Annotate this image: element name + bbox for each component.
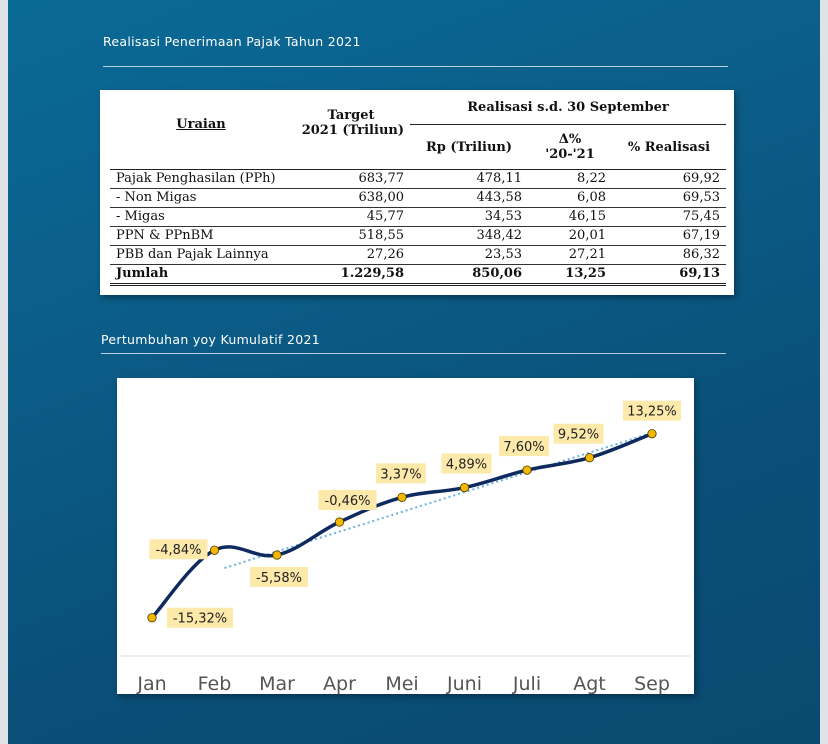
row-rp: 348,42 [410,227,528,246]
table-row [110,227,726,246]
header-delta-line2: '20-'21 [545,147,595,162]
data-point [210,546,218,554]
header-target [292,90,410,170]
data-point [148,614,156,622]
series-line [152,434,652,618]
data-label [554,424,604,444]
data-label-text: 4,89% [445,457,488,473]
data-label [150,539,208,559]
header-uraian [110,90,292,170]
row-target: 27,26 [292,246,410,265]
table-section-rule [103,66,728,67]
data-label-text: -4,84% [155,543,202,559]
row-target: 518,55 [292,227,410,246]
data-label [499,436,549,456]
row-rp: 478,11 [410,170,528,189]
row-rp: 443,58 [410,189,528,208]
row-delta: 8,22 [528,170,612,189]
table-row [110,189,726,208]
table-section-title: Realisasi Penerimaan Pajak Tahun 2021 [103,34,361,49]
data-point [460,483,468,491]
table-total-row [110,265,726,285]
data-label [250,567,308,587]
chart-section-title: Pertumbuhan yoy Kumulatif 2021 [101,332,320,347]
row-target: 45,77 [292,208,410,227]
tax-realization-table [110,90,726,286]
header-delta-line1: Δ% [558,132,582,147]
row-target: 638,00 [292,189,410,208]
data-point [398,493,406,501]
data-label-text: 9,52% [557,427,600,443]
x-tick-label: Feb [197,673,232,694]
data-point [585,454,593,462]
table-row [110,170,726,189]
row-label: Jumlah [110,265,292,285]
header-uraian-text: Uraian [176,117,226,132]
row-label: - Migas [110,208,292,227]
row-pct: 69,92 [612,170,726,189]
left-margin [0,0,8,744]
row-pct: 86,32 [612,246,726,265]
right-margin [820,0,828,744]
row-pct: 75,45 [612,208,726,227]
row-label: PBB dan Pajak Lainnya [110,246,292,265]
header-target-line1: Target [327,107,375,123]
data-label-text: -0,46% [324,494,371,510]
row-rp: 23,53 [410,246,528,265]
x-tick-label: Juli [512,673,542,694]
header-rp: Rp (Triliun) [425,139,513,155]
table-row [110,246,726,265]
data-point [648,430,656,438]
data-label [623,401,681,421]
growth-chart-card [117,378,694,694]
row-target: 683,77 [292,170,410,189]
data-label [442,454,492,474]
row-delta: 6,08 [528,189,612,208]
tax-table-card [100,90,734,295]
table-row [110,208,726,227]
x-tick-label: Sep [634,673,670,694]
x-tick-label: Juni [447,673,482,694]
header-delta [528,125,612,170]
x-tick-label: Mei [385,673,419,694]
data-label-text: -5,58% [256,571,302,587]
row-label: Pajak Penghasilan (PPh) [110,170,292,189]
row-rp: 850,06 [410,265,528,285]
data-label [167,608,233,628]
x-tick-label: Jan [137,673,167,694]
data-label-text: 13,25% [627,404,677,420]
x-tick-label: Mar [259,673,295,694]
header-target-line2: 2021 (Triliun) [301,122,404,138]
header-realisasi: Realisasi s.d. 30 September [410,90,726,125]
header-pct: % Realisasi [627,139,711,155]
data-point [523,466,531,474]
data-label-text: -15,32% [172,611,228,627]
row-label: - Non Migas [110,189,292,208]
data-label-text: 3,37% [380,467,422,483]
data-label [376,463,426,483]
row-delta: 27,21 [528,246,612,265]
row-delta: 13,25 [528,265,612,285]
data-point [335,518,343,526]
row-pct: 69,53 [612,189,726,208]
data-label [319,490,377,510]
row-rp: 34,53 [410,208,528,227]
chart-section-rule [101,353,726,354]
row-pct: 69,13 [612,265,726,285]
row-delta: 46,15 [528,208,612,227]
trend-line [225,433,653,568]
row-delta: 20,01 [528,227,612,246]
x-tick-label: Apr [323,673,356,694]
row-pct: 67,19 [612,227,726,246]
data-label-text: 7,60% [503,440,545,456]
growth-line-chart [117,378,694,694]
data-point [273,551,281,559]
row-target: 1.229,58 [292,265,410,285]
row-label: PPN & PPnBM [110,227,292,246]
x-tick-label: Agt [573,673,606,694]
